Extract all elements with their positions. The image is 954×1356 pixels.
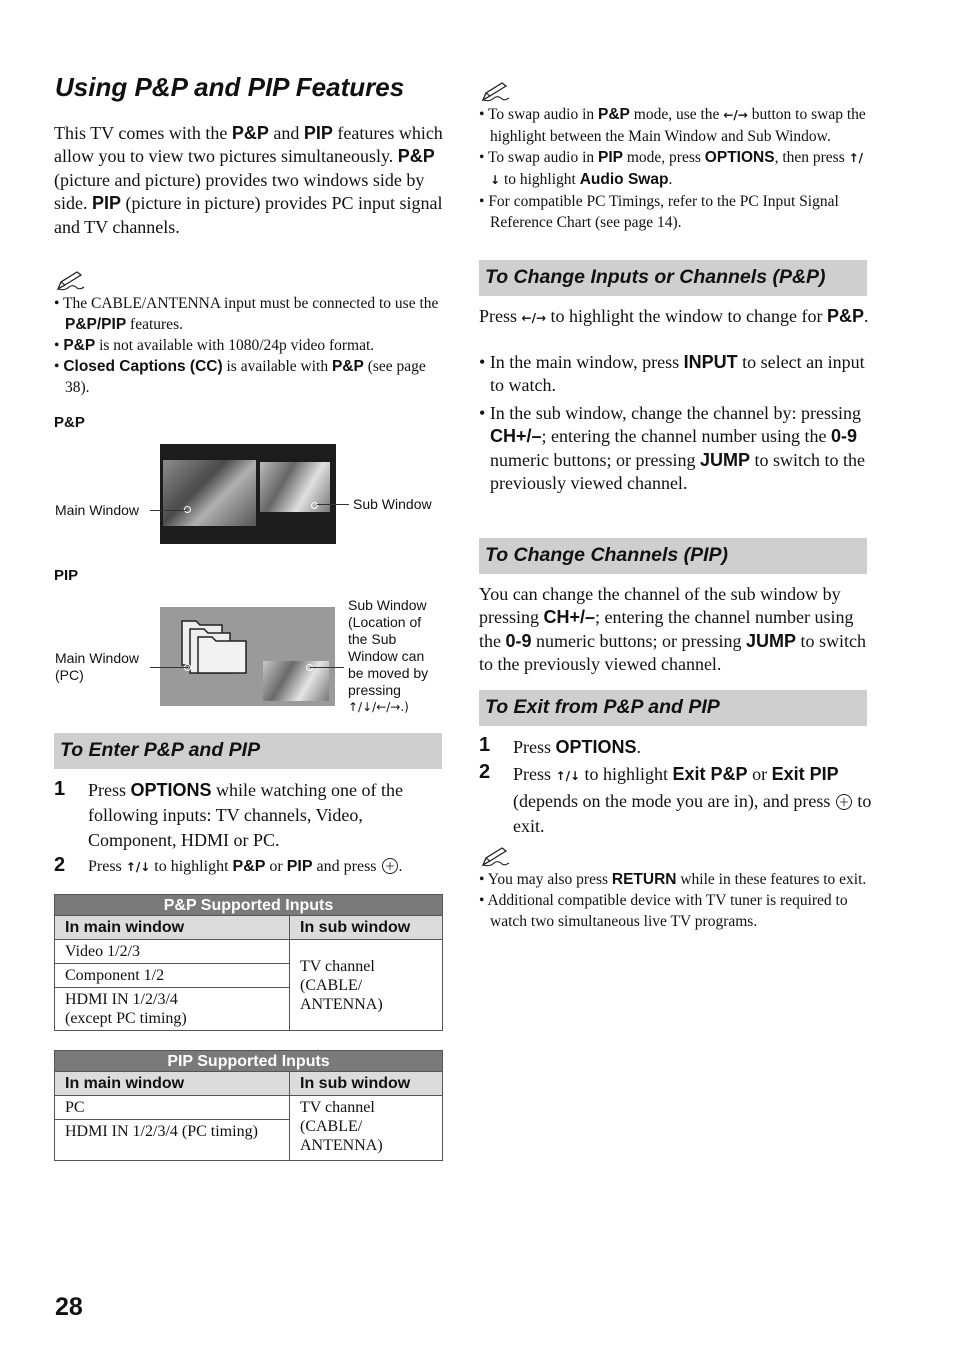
intro-text: (picture and picture) provides two windows side by side. xyxy=(54,169,425,214)
intro-text: features which allow you to view two pictures simultaneously. xyxy=(54,123,443,167)
callout-line xyxy=(150,667,188,668)
change-channels-heading: To Change Channels (PIP) xyxy=(479,538,867,574)
note-item: • To swap audio in P&P mode, use the ←/→ button to swap the highlight between the Main Window and Sub Window. xyxy=(479,106,866,145)
pencil-note-icon xyxy=(55,270,85,292)
note-item: • P&P is not available with 1080/24p video format. xyxy=(54,337,375,354)
step-number: 1 xyxy=(54,778,66,800)
note-item: • For compatible PC Timings, refer to the PC Input Signal Reference Chart (see page 14). xyxy=(479,193,839,231)
table-header-sub: In sub window xyxy=(290,1072,443,1096)
intro-bold: PIP xyxy=(303,123,333,143)
table-caption: P&P Supported Inputs xyxy=(55,895,443,916)
pencil-note-icon xyxy=(480,81,510,103)
table-cell: HDMI IN 1/2/3/4 (PC timing) xyxy=(55,1120,290,1161)
intro-bold: P&P xyxy=(397,146,435,167)
notes-list-right xyxy=(479,104,871,233)
pp-screen-image xyxy=(160,444,336,544)
pp-supported-inputs-table xyxy=(54,894,443,1031)
pip-sub-window-label: Sub Window (Location of the Sub Window can be moved by pressing ↑/↓/←/→.) xyxy=(348,597,429,714)
intro-text: (picture in picture) provides PC input signal and TV channels. xyxy=(54,193,443,237)
notes-list-left xyxy=(54,293,446,398)
callout-line xyxy=(150,510,187,511)
pencil-note-icon xyxy=(480,846,510,868)
table-cell: Component 1/2 xyxy=(55,964,290,988)
page-number: 28 xyxy=(55,1293,83,1321)
exit-step-1: Press OPTIONS. xyxy=(513,737,642,757)
note-item: • You may also press RETURN while in these features to exit. xyxy=(479,871,867,888)
pp-figure-heading: P&P xyxy=(54,414,85,431)
exit-section-heading: To Exit from P&P and PIP xyxy=(479,690,867,726)
change-inputs-paragraph: Press ←/→ to highlight the window to change for P&P. xyxy=(479,306,869,326)
note-item: • The CABLE/ANTENNA input must be connected to use the P&P/PIP features. xyxy=(54,295,439,333)
pip-figure-heading: PIP xyxy=(54,567,79,584)
table-header-main: In main window xyxy=(55,916,290,940)
pip-supported-inputs-table xyxy=(54,1050,443,1161)
table-cell-sub: TV channel (CABLE/ ANTENNA) xyxy=(290,1096,443,1161)
intro-bold: P&P xyxy=(231,123,269,143)
table-caption: PIP Supported Inputs xyxy=(55,1051,443,1072)
enter-section-heading: To Enter P&P and PIP xyxy=(54,733,442,769)
note-item: • Additional compatible device with TV tuner is required to watch two simultaneous live TV programs. xyxy=(479,892,848,930)
intro-paragraph xyxy=(54,122,446,239)
table-cell: HDMI IN 1/2/3/4 (except PC timing) xyxy=(55,988,290,1031)
step-number: 2 xyxy=(479,761,491,783)
note-item: • To swap audio in PIP mode, press OPTIONS, then press ↑/↓ to highlight Audio Swap. xyxy=(479,149,864,188)
page-title: Using P&P and PIP Features xyxy=(55,72,405,102)
list-item: • In the sub window, change the channel by: pressing CH+/–; entering the channel number using the 0-9 numeric buttons; or pressing JUMP to switch to the previously viewed channel. xyxy=(479,402,865,494)
table-header-sub: In sub window xyxy=(290,916,443,940)
note-item: • Closed Captions (CC) is available with P&P (see page 38). xyxy=(54,358,426,396)
intro-text: and xyxy=(268,123,304,143)
callout-line xyxy=(317,504,349,505)
change-inputs-list xyxy=(479,351,869,495)
enter-button-icon xyxy=(381,857,399,875)
intro-text: This TV comes with the xyxy=(54,123,232,143)
enter-button-icon xyxy=(835,793,853,811)
change-channels-paragraph: You can change the channel of the sub window by pressing CH+/–; entering the channel number using the 0-9 numeric buttons; or pressing JUMP to switch to the previously viewed channel. xyxy=(479,584,867,675)
intro-bold: PIP xyxy=(92,193,122,214)
notes-list-exit xyxy=(479,869,871,932)
table-header-main: In main window xyxy=(55,1072,290,1096)
step-number: 1 xyxy=(479,734,491,756)
table-cell: PC xyxy=(55,1096,290,1120)
table-cell: Video 1/2/3 xyxy=(55,940,290,964)
change-inputs-heading: To Change Inputs or Channels (P&P) xyxy=(479,260,867,296)
enter-step-1: Press OPTIONS while watching one of the following inputs: TV channels, Video, Component, HDMI or PC. xyxy=(88,780,403,850)
step-number: 2 xyxy=(54,854,66,876)
exit-step-2: Press ↑/↓ to highlight Exit P&P or Exit PIP (depends on the mode you are in), and press to exit. xyxy=(513,764,872,836)
list-item: • In the main window, press INPUT to select an input to watch. xyxy=(479,352,865,396)
callout-line xyxy=(310,667,344,668)
pip-main-window-label: Main Window (PC) xyxy=(55,650,140,683)
pip-screen-image xyxy=(160,607,335,706)
enter-step-2: Press ↑/↓ to highlight P&P or PIP and press . xyxy=(88,858,403,875)
pp-main-window-label: Main Window xyxy=(55,502,140,518)
pp-main-window-image xyxy=(163,460,256,526)
pp-sub-window-label: Sub Window xyxy=(353,496,432,512)
table-cell-sub: TV channel (CABLE/ ANTENNA) xyxy=(290,940,443,1031)
